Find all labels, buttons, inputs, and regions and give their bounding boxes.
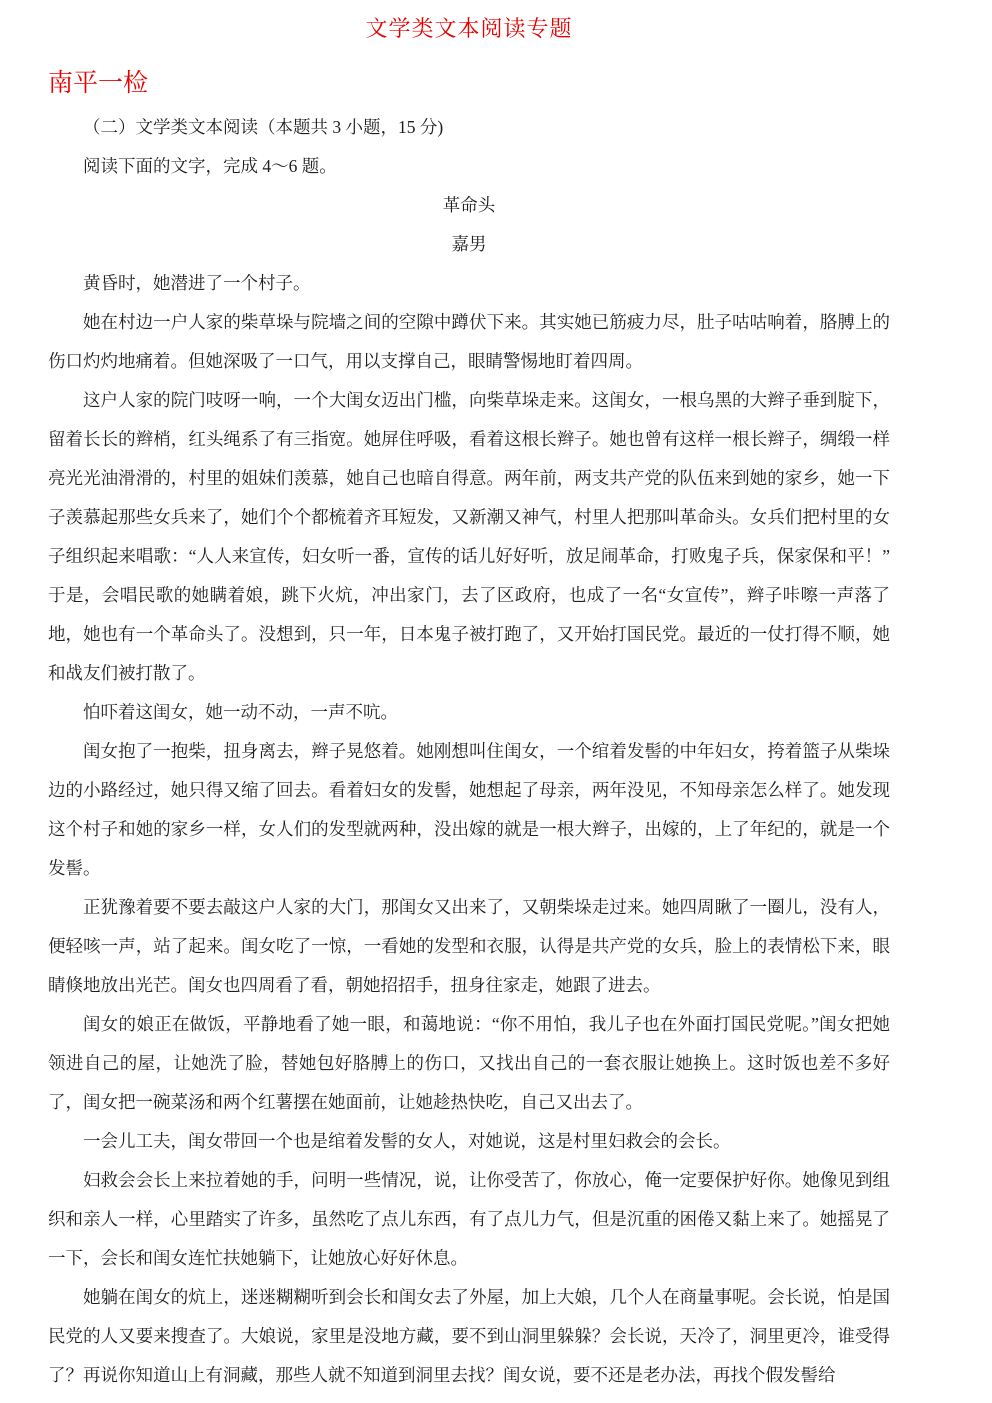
section-heading: 南平一检 <box>48 70 149 97</box>
story-paragraph: 闺女的娘正在做饭，平静地看了她一眼，和蔼地说：“你不用怕，我儿子也在外面打国民党呢。”闺女把她领进自己的屋，让她洗了脸，替她包好胳膊上的伤口，又找出自己的一套衣服让她换上。这时饭也差不多好了，闺女把一碗菜汤和两个红薯摆在她面前，让她趁热快吃，自己又出去了。 <box>48 1014 890 1112</box>
story-body <box>48 264 890 1395</box>
story-author: 嘉男 <box>451 234 487 254</box>
document-title: 文学类文本阅读专题 <box>365 16 573 41</box>
story-paragraph: 这户人家的院门吱呀一响，一个大闺女迈出门槛，向柴草垛走来。这闺女，一根乌黑的大辫子垂到腚下，留着长长的辫梢，红头绳系了有三指宽。她屏住呼吸，看着这根长辫子。她也曾有这样一根长辫子，绸缎一样亮光光油滑滑的，村里的姐妹们羡慕，她自己也暗自得意。两年前，两支共产党的队伍来到她的家乡，她一下子羡慕起那些女兵来了，她们个个都梳着齐耳短发，又新潮又神气，村里人把那叫革命头。女兵们把村里的女子组织起来唱歌：“人人来宣传，妇女听一番，宣传的话儿好好听，放足闹革命，打败鬼子兵，保家保和平！”于是，会唱民歌的她瞒着娘，跳下火炕，冲出家门，去了区政府，也成了一名“女宣传”，辫子咔嚓一声落了地，她也有一个革命头了。没想到，只一年，日本鬼子被打跑了，又开始打国民党。最近的一仗打得不顺，她和战友们被打散了。 <box>48 390 890 683</box>
story-paragraph: 妇救会会长上来拉着她的手，问明一些情况，说，让你受苦了，你放心，俺一定要保护好你。她像见到组织和亲人一样，心里踏实了许多，虽然吃了点儿东西，有了点儿力气，但是沉重的困倦又黏上来了。她摇晃了一下，会长和闺女连忙扶她躺下，让她放心好好休息。 <box>48 1170 890 1268</box>
question-header: （二）文学类文本阅读（本题共 3 小题，15 分) <box>83 117 444 137</box>
story-paragraph: 她在村边一户人家的柴草垛与院墙之间的空隙中蹲伏下来。其实她已筋疲力尽，肚子咕咕响着，胳膊上的伤口灼灼地痛着。但她深吸了一口气，用以支撑自己，眼睛警惕地盯着四周。 <box>48 312 890 371</box>
story-paragraph: 正犹豫着要不要去敲这户人家的大门，那闺女又出来了，又朝柴垛走过来。她四周瞅了一圈儿，没有人，便轻咳一声，站了起来。闺女吃了一惊，一看她的发型和衣服，认得是共产党的女兵，脸上的表情松下来，眼睛倏地放出光芒。闺女也四周看了看，朝她招招手，扭身往家走，她跟了进去。 <box>48 897 890 995</box>
story-paragraph: 黄昏时，她潜进了一个村子。 <box>83 273 311 293</box>
story-title: 革命头 <box>442 195 496 215</box>
reading-instruction: 阅读下面的文字，完成 4～6 题。 <box>83 156 337 176</box>
intro-block <box>48 108 890 264</box>
story-paragraph: 一会儿工夫，闺女带回一个也是绾着发髻的女人，对她说，这是村里妇救会的会长。 <box>83 1131 731 1151</box>
story-paragraph: 怕吓着这闺女，她一动不动，一声不吭。 <box>83 702 398 722</box>
story-paragraph: 她躺在闺女的炕上，迷迷糊糊听到会长和闺女去了外屋，加上大娘，几个人在商量事呢。会长说，怕是国民党的人又要来搜查了。大娘说，家里是没地方藏，要不到山洞里躲躲？会长说，天冷了，洞里更冷，谁受得了？再说你知道山上有洞藏，那些人就不知道到洞里去找？闺女说，要不还是老办法，再找个假发髻给 <box>48 1287 890 1385</box>
story-paragraph: 闺女抱了一抱柴，扭身离去，辫子晃悠着。她刚想叫住闺女，一个绾着发髻的中年妇女，挎着篮子从柴垛边的小路经过，她只得又缩了回去。看着妇女的发髻，她想起了母亲，两年没见，不知母亲怎么样了。她发现这个村子和她的家乡一样，女人们的发型就两种，没出嫁的就是一根大辫子，出嫁的，上了年纪的，就是一个发髻。 <box>48 741 890 878</box>
